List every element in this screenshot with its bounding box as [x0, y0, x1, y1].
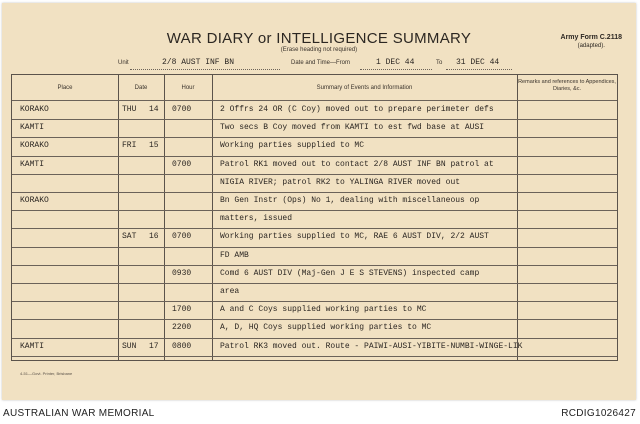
printer-note: 4-51—Govt. Printer, Brisbane — [20, 371, 73, 376]
army-form-number: Army Form C.2118 — [560, 34, 622, 41]
date-to-label: To — [436, 60, 443, 66]
place-cell: KAMTI — [20, 159, 45, 169]
header-separator — [12, 100, 617, 101]
summary-cell: Bn Gen Instr (Ops) No 1, dealing with miscellaneous op — [220, 196, 480, 205]
unit-label: Unit — [118, 60, 129, 66]
unit-value: 2/8 AUST INF BN — [162, 58, 235, 67]
row-rule — [12, 338, 617, 339]
summary-cell: A, D, HQ Coys supplied working parties to MC — [220, 323, 432, 333]
army-form-adapted: (adapted). — [577, 43, 605, 49]
date-cell: 17 — [149, 341, 159, 351]
summary-cell: area — [220, 287, 240, 296]
date-cell: 14 — [149, 105, 159, 114]
row-rule — [12, 301, 617, 302]
row-rule — [12, 228, 617, 229]
diary-page — [2, 3, 636, 400]
row-rule — [12, 319, 617, 320]
summary-cell: Patrol RK3 moved out. Route - PAIWI-AUSI-YIBITE-NUMBI-WINGE-LIK — [220, 341, 523, 351]
summary-cell: Working parties supplied to MC, RAE 6 AUST DIV, 2/2 AUST — [220, 232, 489, 242]
row-rule — [12, 247, 617, 248]
place-cell: KORAKO — [20, 196, 49, 205]
day-cell: THU — [122, 105, 137, 114]
col-summary: Summary of Events and Information — [316, 85, 413, 91]
col-date: Date — [134, 85, 148, 91]
day-cell: SUN — [122, 341, 137, 351]
summary-cell: Working parties supplied to MC — [220, 141, 365, 151]
form-subtitle: (Erase heading not required) — [280, 47, 358, 53]
summary-cell: FD AMB — [220, 250, 249, 260]
hour-cell: 0700 — [172, 159, 192, 169]
place-cell: KORAKO — [20, 105, 49, 114]
row-rule — [12, 210, 617, 211]
form-title: WAR DIARY or INTELLIGENCE SUMMARY — [166, 30, 472, 47]
hour-cell: 0930 — [172, 268, 192, 278]
summary-cell: A and C Coys supplied working parties to MC — [220, 305, 427, 315]
divider-summary — [212, 75, 213, 360]
row-rule — [12, 283, 617, 284]
day-cell: SAT — [122, 232, 137, 242]
date-from-value: 1 DEC 44 — [376, 58, 415, 67]
summary-cell: matters, issued — [220, 214, 293, 224]
row-rule — [12, 265, 617, 266]
date-from-label: Date and Time—From — [291, 60, 351, 66]
hour-cell: 0700 — [172, 105, 192, 114]
row-rule — [12, 174, 617, 175]
row-rule — [12, 137, 617, 138]
col-place: Place — [57, 85, 73, 91]
day-cell: FRI — [122, 141, 137, 151]
col-hour: Hour — [181, 85, 195, 91]
date-cell: 16 — [149, 232, 159, 242]
archive-footer — [0, 404, 640, 424]
summary-cell: Two secs B Coy moved from KAMTI to est fwd base at AUSI — [220, 123, 485, 133]
col-remarks: Remarks and references to Appendices, Diaries, &c. — [518, 79, 616, 92]
divider-remarks — [517, 75, 518, 360]
army-form-label — [561, 33, 622, 51]
summary-cell: Patrol RK1 moved out to contact 2/8 AUST INF BN patrol at — [220, 159, 494, 169]
hour-cell: 2200 — [172, 323, 192, 333]
date-from-underline — [360, 69, 432, 70]
divider-hour — [164, 75, 165, 360]
diary-table — [11, 74, 618, 361]
archive-id: RCDIG1026427 — [561, 408, 636, 419]
place-cell: KAMTI — [20, 123, 45, 133]
divider-date — [118, 75, 119, 360]
place-cell: KORAKO — [20, 141, 49, 151]
row-rule — [12, 192, 617, 193]
unit-underline — [130, 69, 280, 70]
hour-cell: 0800 — [172, 341, 192, 351]
summary-cell: 2 Offrs 24 OR (C Coy) moved out to prepare perimeter defs — [220, 105, 494, 114]
summary-cell: NIGIA RIVER; patrol RK2 to YALINGA RIVER moved out — [220, 177, 461, 187]
summary-cell: Comd 6 AUST DIV (Maj-Gen J E S STEVENS) inspected camp — [220, 268, 480, 278]
date-to-value: 31 DEC 44 — [456, 58, 500, 67]
place-cell: KAMTI — [20, 341, 45, 351]
row-rule — [12, 119, 617, 120]
date-to-underline — [446, 69, 512, 70]
row-rule — [12, 356, 617, 357]
date-cell: 15 — [149, 141, 159, 151]
archive-name: AUSTRALIAN WAR MEMORIAL — [3, 408, 155, 419]
row-rule — [12, 156, 617, 157]
hour-cell: 1700 — [172, 305, 192, 315]
hour-cell: 0700 — [172, 232, 192, 242]
